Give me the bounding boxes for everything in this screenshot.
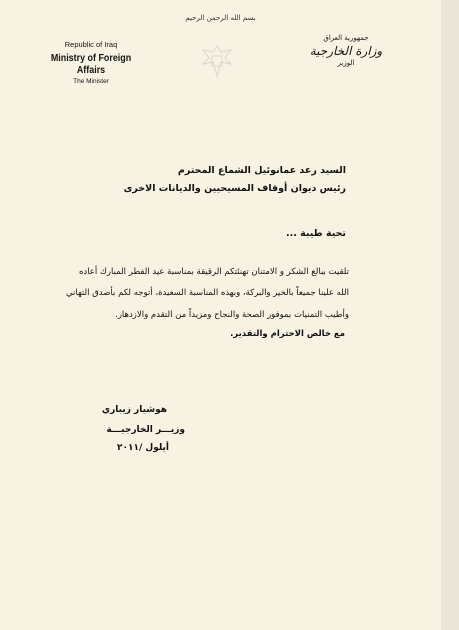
ministry-name-en: Ministry of Foreign Affairs <box>50 52 132 76</box>
signatory-title: وزيـــر الخارجيـــة <box>106 425 185 435</box>
ministry-name-ar: وزارة الخارجية <box>309 44 383 58</box>
eagle-emblem-icon <box>197 44 237 78</box>
country-name-en: Republic of Iraq <box>64 40 118 49</box>
office-name-ar: الوزير <box>337 59 355 67</box>
recipient-title: رئيس ديوان أوقاف المسيحيين والديانات الاخرى <box>123 183 346 194</box>
letter-date: أيلول /٢٠١١ <box>117 443 169 453</box>
office-name-en: The Minister <box>73 78 109 85</box>
country-name-ar: جمهورية العراق <box>323 34 369 42</box>
page-edge <box>441 0 459 630</box>
body-line-1: تلقيت ببالغ الشكر و الامتنان تهنئتكم الرقيقة بمناسبة عيد الفطر المبارك أعاده <box>78 267 349 277</box>
greeting: تحية طيبة ... <box>286 228 346 239</box>
basmala: بسم الله الرحمن الرحيم <box>185 14 256 22</box>
body-line-3: وأطيب التمنيات بموفور الصحة والنجاح ومزيداً من التقدم والازدهار. <box>115 310 349 320</box>
letterhead-english <box>36 40 146 85</box>
signatory-name: هوشيار زيباري <box>101 405 167 415</box>
letterhead-arabic <box>296 34 396 67</box>
body-line-2: الله علينا جميعاً بالخير والبركة، وبهذه المناسبة السعيدة، أتوجه لكم بأصدق التهاني <box>65 288 349 298</box>
closing-line: مع خالص الاحترام والتقدير. <box>230 329 345 339</box>
recipient-name: السيد رعد عمانوئيل الشماع المحترم <box>177 165 346 176</box>
